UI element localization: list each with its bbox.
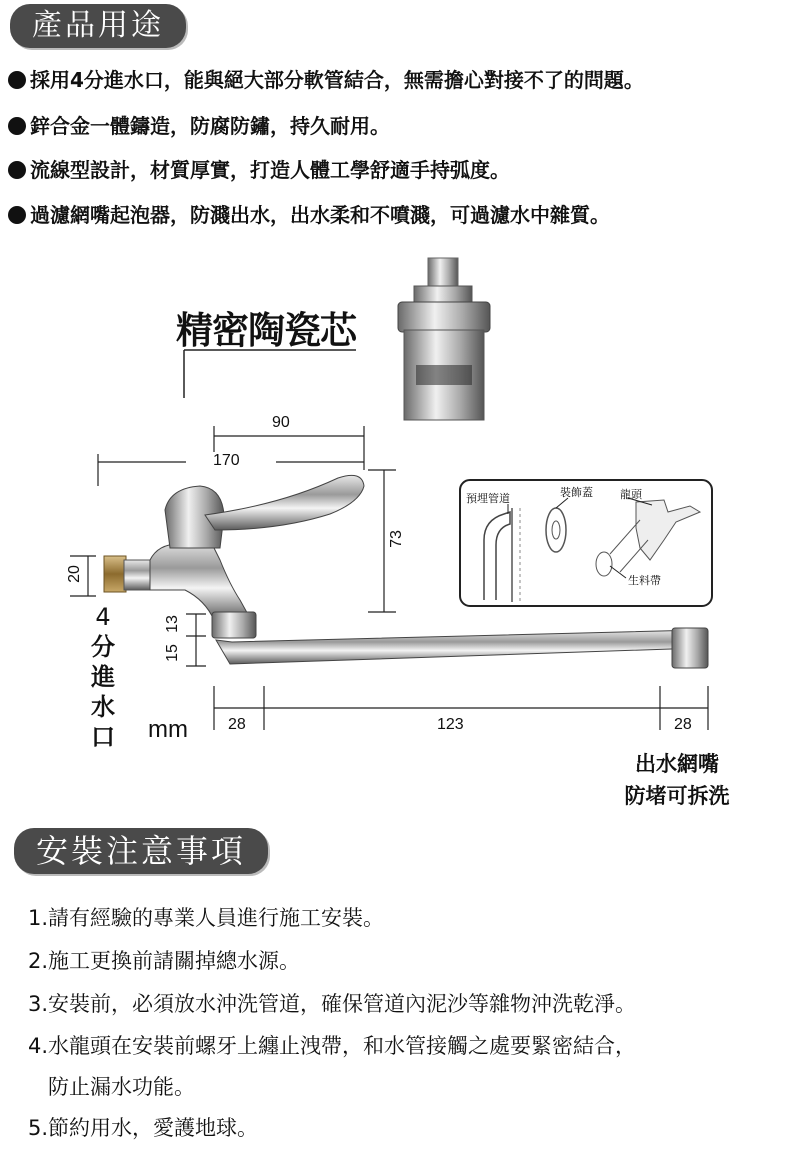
install-note: 5.節約用水，愛護地球。 xyxy=(28,1116,259,1140)
dim-28-left: 28 xyxy=(228,716,246,733)
inset-faucet-label: 龍頭 xyxy=(620,488,642,501)
inset-pipe-label: 預埋管道 xyxy=(466,492,510,505)
install-note: 3.安裝前，必須放水沖洗管道，確保管道內泥沙等雜物沖洗乾淨。 xyxy=(28,992,637,1016)
usage-section-title: 產品用途 xyxy=(10,4,186,48)
ceramic-cartridge-image xyxy=(398,258,490,420)
feature-item: 鋅合金一體鑄造，防腐防鏽，持久耐用。 xyxy=(8,110,390,139)
install-note: 1.請有經驗的專業人員進行施工安裝。 xyxy=(28,906,385,930)
outlet-label: 出水網嘴 防堵可拆洗 xyxy=(624,752,730,808)
dim-123: 123 xyxy=(437,716,464,733)
dim-73: 73 xyxy=(387,530,405,548)
dim-15: 15 xyxy=(163,644,181,662)
ceramic-core-label: 精密陶瓷芯 xyxy=(176,309,356,352)
dim-20: 20 xyxy=(65,565,83,583)
unit-label: mm xyxy=(148,716,188,743)
dim-170: 170 xyxy=(213,452,240,469)
install-note: 4.水龍頭在安裝前螺牙上纏止洩帶，和水管接觸之處要緊密結合， xyxy=(28,1034,637,1058)
feature-item: 採用4分進水口，能與絕大部分軟管結合，無需擔心對接不了的問題。 xyxy=(8,64,644,93)
ceramic-core-leader xyxy=(184,350,356,398)
feature-item: 過濾網嘴起泡器，防濺出水，出水柔和不噴濺，可過濾水中雜質。 xyxy=(8,199,610,228)
dim-28-right: 28 xyxy=(674,716,692,733)
inlet-label: 4 分 進 水 口 xyxy=(91,603,115,751)
install-note: 2.施工更換前請關掉總水源。 xyxy=(28,949,301,973)
dim-13: 13 xyxy=(163,615,181,633)
dim-90: 90 xyxy=(272,414,290,431)
install-section-title: 安裝注意事項 xyxy=(14,828,268,874)
feature-item: 流線型設計，材質厚實，打造人體工學舒適手持弧度。 xyxy=(8,154,510,183)
inset-cover-label: 裝飾蓋 xyxy=(560,486,593,499)
install-note: 防止漏水功能。 xyxy=(48,1075,195,1099)
inset-tape-label: 生料帶 xyxy=(628,574,661,587)
